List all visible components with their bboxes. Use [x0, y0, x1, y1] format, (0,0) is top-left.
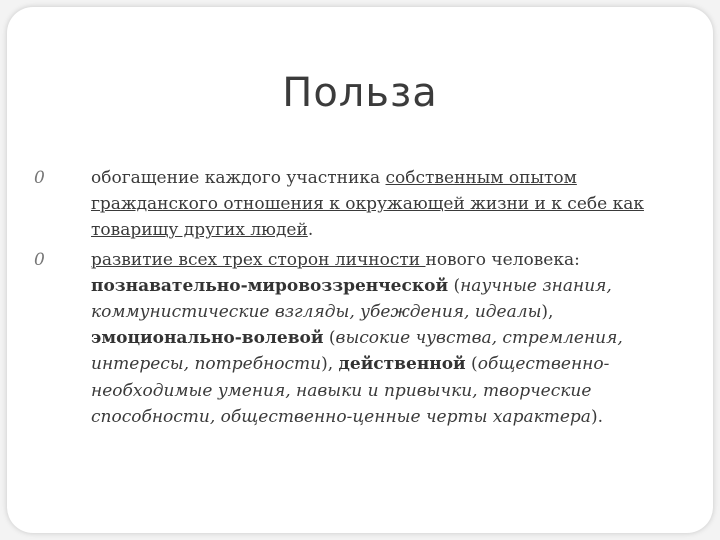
item-bold-term: познавательно-мировоззренческой: [91, 275, 449, 296]
item-italic-text: общественно-необходимые умения, навыки и привычки, творческие способности, общественно-ценные черты характера: [91, 354, 610, 427]
bullet-marker: 0: [34, 168, 45, 188]
item-text: ),: [541, 302, 554, 323]
item-bold-term: эмоционально-волевой: [91, 328, 324, 349]
bullet-item-enrichment: [34, 165, 659, 244]
item-text: ).: [590, 406, 603, 427]
item-text: (: [448, 275, 461, 296]
item-text-underlined: развитие всех трех сторон личности: [91, 249, 426, 270]
bullet-marker: 0: [34, 249, 45, 270]
item-italic-text: высокие чувства, стремления, интересы, потребности: [91, 328, 623, 375]
bullet-item-development: [34, 247, 659, 430]
item-text-underlined: собственным опытом гражданского отношения к окружающей жизни и к себе как товарищу других людей: [91, 168, 644, 241]
item-text: (: [465, 354, 478, 375]
item-text: обогащение каждого участника: [91, 168, 386, 188]
slide-content: [34, 165, 659, 433]
slide-title: Польза: [282, 70, 438, 116]
item-italic-text: научные знания, коммунистические взгляды, убеждения, идеалы: [91, 275, 612, 323]
item-text: нового человека:: [425, 249, 580, 270]
item-text: (: [323, 328, 336, 349]
item-text: .: [307, 220, 314, 241]
item-text: ),: [321, 354, 339, 375]
item-bold-term: действенной: [338, 354, 466, 375]
